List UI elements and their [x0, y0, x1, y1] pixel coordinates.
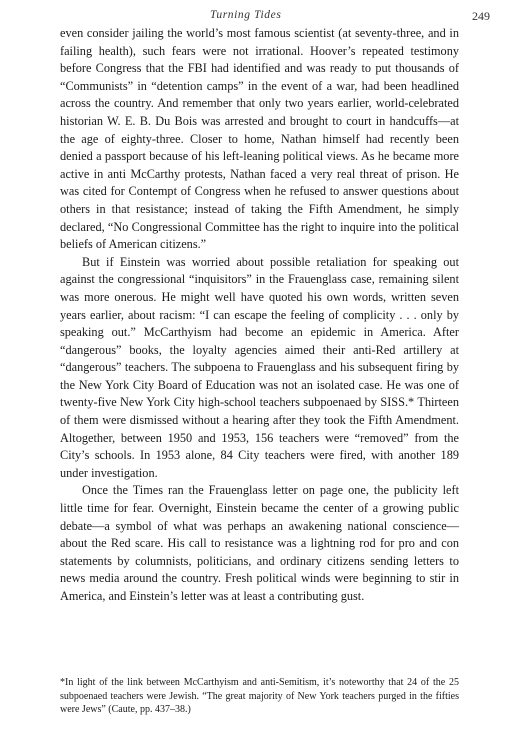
page-number: 249: [472, 9, 490, 23]
paragraph: But if Einstein was worried about possible retaliation for speaking out against the congressional “inquisitors” in the Frauenglass case, remaining silent was more onerous. He might well have quoted his own words, written seven years earlier, about racism: “I can escape the feeling of complicity . . . only by speaking out.” McCarthyism had become an epidemic in America. After “dangerous” books, the loyalty agencies aimed their anti-Red artillery at “dangerous” teachers. The subpoena to Frauenglass and his subsequent firing by the New York City Board of Education was not an isolated case. He was one of twenty-five New York City high-school teachers subpoenaed by SISS.* Thirteen of them were dismissed without a hearing after they took the Fifth Amendment. Altogether, between 1950 and 1953, 156 teachers were “removed” from the City’s schools. In 1953 alone, 84 City teachers were fired, with another 189 under investigation.: [60, 254, 459, 480]
body-text: [60, 25, 459, 606]
paragraph: even consider jailing the world’s most famous scientist (at seventy-three, and in failing health), such fears were not irrational. Hoover’s repeated testimony before Congress that the FBI had identified and was ready to put thousands of “Communists” in “detention camps” in the event of a war, had been headlined across the country. And remember that only two years earlier, world-celebrated historian W. E. B. Du Bois was arrested and brought to court in handcuffs—at the age of eighty-three. Closer to home, Nathan himself had recently been denied a passport because of his left-leaning political views. As he became more active in anti McCarthy protests, Nathan faced a very real threat of prison. He was cited for Contempt of Congress when he refused to answer questions about others in that resistance; instead of taking the Fifth Amendment, he simply declared, “No Congressional Committee has the right to inquire into the political beliefs of American citizens.”: [60, 26, 459, 252]
paragraph: Once the Times ran the Frauenglass letter on page one, the publicity left little time for fear. Overnight, Einstein became the center of a growing public debate—a symbol of what was perhaps an awakening national conscience—about the Red scare. His call to resistance was a lightning rod for pro and con statements by columnists, politicians, and ordinary citizens sending letters to news media around the country. Fresh political winds were beginning to stir in America, and Einstein’s letter was at least a contributing gust.: [60, 483, 459, 603]
footnote: [60, 676, 459, 717]
footnote-text: *In light of the link between McCarthyism and anti-Semitism, it’s noteworthy that 24 of the 25 subpoenaed teachers were Jewish. “The great majority of New York teachers purged in the fifties were Jews” (Caute, pp. 437–38.): [60, 677, 459, 715]
running-head: Turning Tides: [210, 9, 282, 21]
